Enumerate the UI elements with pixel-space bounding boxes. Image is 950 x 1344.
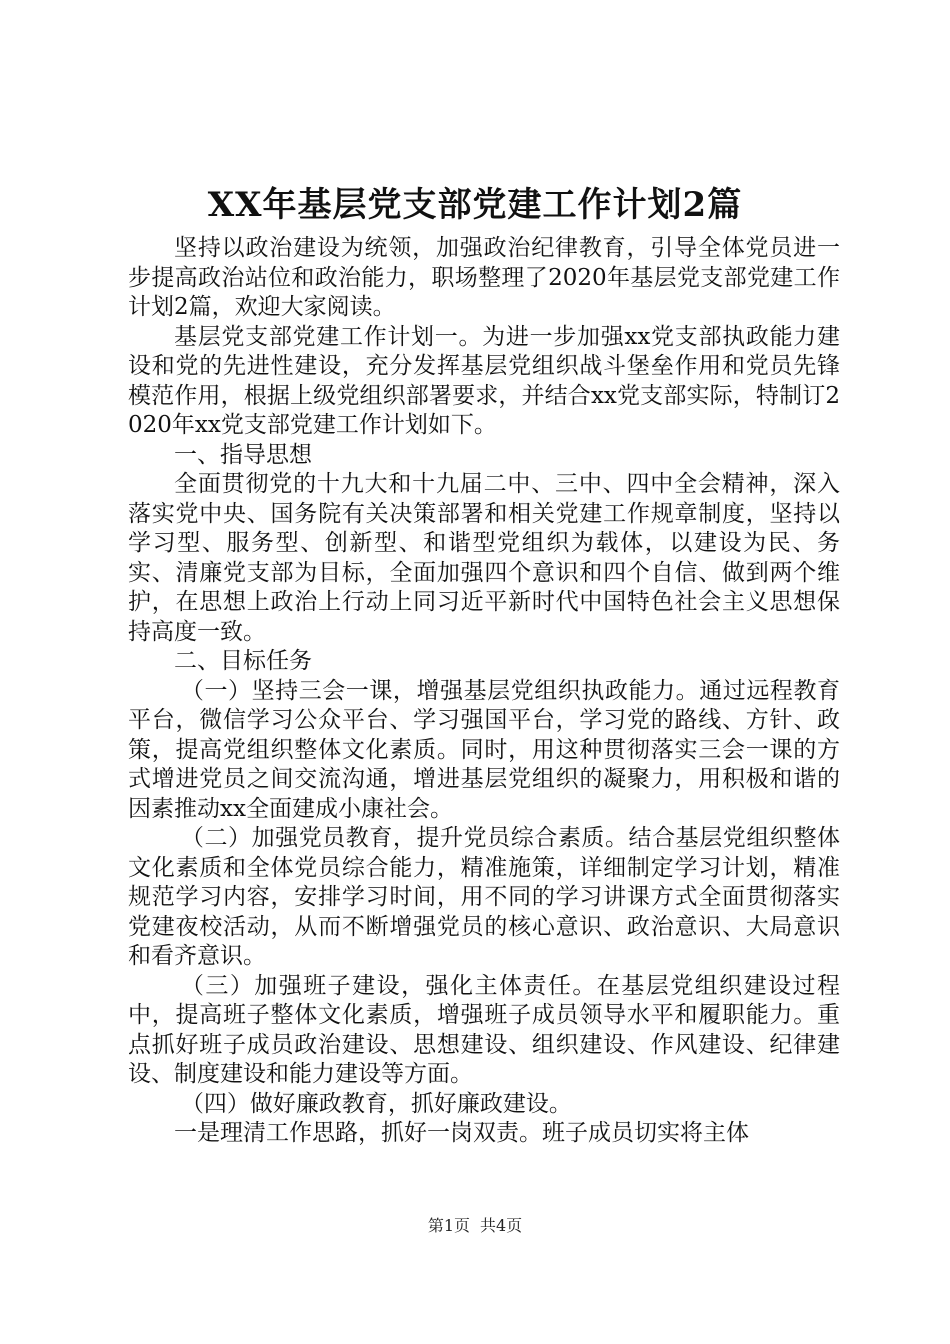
guiding-thought-paragraph: 全面贯彻党的十九大和十九届二中、三中、四中全会精神，深入落实党中央、国务院有关决策部署和相关党建工作规章制度，坚持以学习型、服务型、创新型、和谐型党组织为载体，以建设为民、务实、清廉党支部为目标，全面加强四个意识和四个自信、做到两个维护，在思想上政治上行动上同习近平新时代中国特色社会主义思想保持高度一致。 bbox=[128, 471, 840, 645]
goal-four-item-one: 一是理清工作思路，抓好一岗双责。班子成员切实将主体 bbox=[174, 1120, 749, 1146]
page-total: 共4页 bbox=[480, 1216, 523, 1235]
plan-one-paragraph: 基层党支部党建工作计划一。为进一步加强xx党支部执政能力建设和党的先进性建设，充分发挥基层党组织战斗堡垒作用和党员先锋模范作用，根据上级党组织部署要求，并结合xx党支部实际，特制订2020年xx党支部党建工作计划如下。 bbox=[128, 323, 840, 438]
intro-paragraph: 坚持以政治建设为统领，加强政治纪律教育，引导全体党员进一步提高政治站位和政治能力，职场整理了2020年基层党支部党建工作计划2篇，欢迎大家阅读。 bbox=[128, 235, 840, 320]
goal-one-paragraph: （一）坚持三会一课，增强基层党组织执政能力。通过远程教育平台，微信学习公众平台、学习强国平台，学习党的路线、方针、政策，提高党组织整体文化素质。同时，用这种贯彻落实三会一课的方式增进党员之间交流沟通，增进基层党组织的凝聚力，用积极和谐的因素推动xx全面建成小康社会。 bbox=[128, 677, 840, 822]
goal-four-heading: （四）做好廉政教育，抓好廉政建设。 bbox=[180, 1090, 572, 1117]
document-title: XX年基层党支部党建工作计划2篇 bbox=[207, 185, 743, 225]
page-footer bbox=[0, 1216, 950, 1236]
section-heading-guiding-thought: 一、指导思想 bbox=[174, 441, 312, 468]
goal-three-paragraph: （三）加强班子建设，强化主体责任。在基层党组织建设过程中，提高班子整体文化素质，增强班子成员领导水平和履职能力。重点抓好班子成员政治建设、思想建设、组织建设、作风建设、纪律建设、制度建设和能力建设等方面。 bbox=[128, 972, 840, 1087]
section-heading-goals: 二、目标任务 bbox=[174, 648, 312, 674]
goal-two-paragraph: （二）加强党员教育，提升党员综合素质。结合基层党组织整体文化素质和全体党员综合能力，精准施策，详细制定学习计划，精准规范学习内容，安排学习时间，用不同的学习讲课方式全面贯彻落实党建夜校活动，从而不断增强党员的核心意识、政治意识、大局意识和看齐意识。 bbox=[128, 825, 840, 969]
document-body bbox=[128, 234, 840, 1149]
page-number: 第1页 bbox=[427, 1216, 470, 1235]
